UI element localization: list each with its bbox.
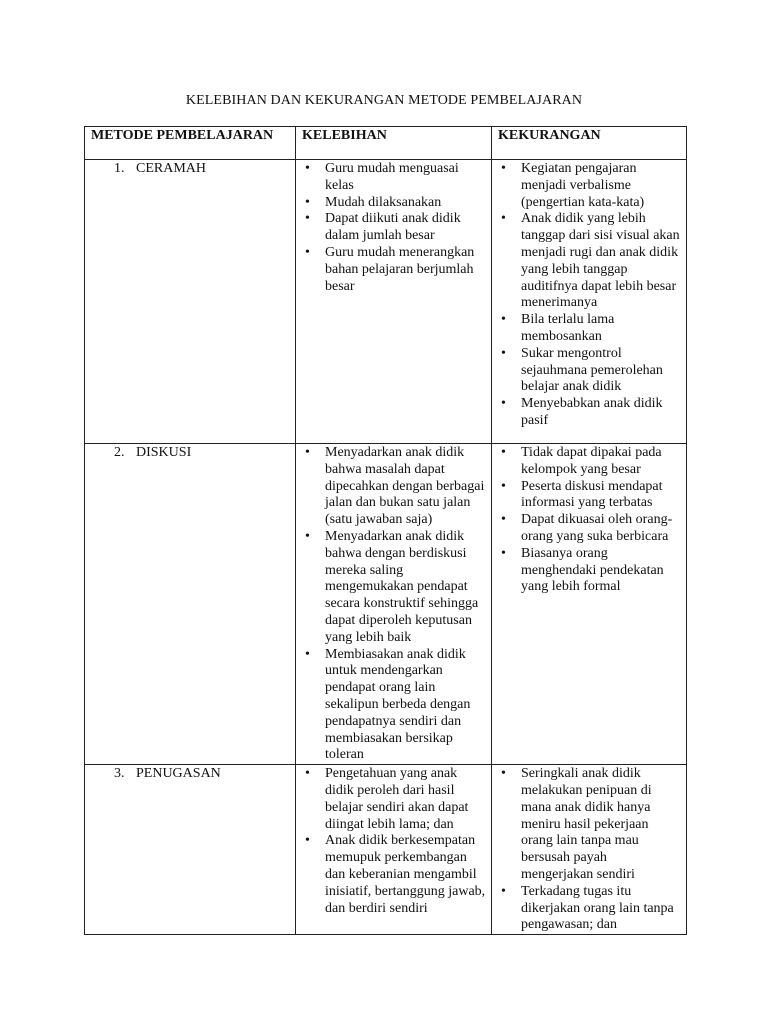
method-label — [85, 445, 295, 462]
list-item: • Sukar mengontrol sejauhmana pemerolehan belajar anak didik — [492, 346, 686, 396]
kekurangan-cell — [492, 765, 687, 935]
kelebihan-list — [296, 766, 491, 917]
list-item: • Terkadang tugas itu dikerjakan orang lain tanpa pengawasan; dan — [492, 884, 686, 934]
method-label — [85, 161, 295, 178]
kelebihan-cell — [296, 160, 492, 444]
kekurangan-list — [492, 445, 686, 596]
header-metode: METODE PEMBELAJARAN — [85, 127, 296, 160]
header-kelebihan: KELEBIHAN — [296, 127, 492, 160]
list-item: • Anak didik yang lebih tanggap dari sisi visual akan menjadi rugi dan anak didik yang lebih tanggap auditifnya dapat lebih besar menerimanya — [492, 211, 686, 312]
list-item: • Tidak dapat dipakai pada kelompok yang besar — [492, 445, 686, 479]
kelebihan-list — [296, 161, 491, 295]
list-item: • Dapat dikuasai oleh orang-orang yang suka berbicara — [492, 512, 686, 546]
list-item: • Dapat diikuti anak didik dalam jumlah besar — [296, 211, 491, 245]
list-item: • Peserta diskusi mendapat informasi yang terbatas — [492, 479, 686, 513]
table-row-diskusi — [85, 444, 687, 765]
table-header-row — [85, 127, 687, 160]
method-number: 3. — [114, 766, 125, 782]
list-item: • Menyebabkan anak didik pasif — [492, 396, 686, 430]
method-cell — [85, 765, 296, 935]
list-item: • Seringkali anak didik melakukan penipuan di mana anak didik hanya meniru hasil pekerjaan orang lain tanpa mau bersusah payah mengerjakan sendiri — [492, 766, 686, 884]
table-row-penugasan — [85, 765, 687, 935]
kekurangan-cell — [492, 160, 687, 444]
list-item: • Guru mudah menguasai kelas — [296, 161, 491, 195]
methods-table — [84, 126, 687, 935]
header-kekurangan: KEKURANGAN — [492, 127, 687, 160]
method-cell — [85, 444, 296, 765]
list-item: • Menyadarkan anak didik bahwa dengan berdiskusi mereka saling mengemukakan pendapat secara konstruktif sehingga dapat diperoleh keputusan yang lebih baik — [296, 529, 491, 647]
document-title: KELEBIHAN DAN KEKURANGAN METODE PEMBELAJARAN — [185, 93, 583, 108]
method-cell — [85, 160, 296, 444]
method-label — [85, 766, 295, 783]
method-number: 2. — [114, 445, 125, 460]
kelebihan-cell — [296, 765, 492, 935]
method-number: 1. — [114, 161, 125, 176]
list-item: • Bila terlalu lama membosankan — [492, 312, 686, 346]
kekurangan-list — [492, 161, 686, 430]
list-item: • Biasanya orang menghendaki pendekatan yang lebih formal — [492, 546, 686, 596]
list-item: • Kegiatan pengajaran menjadi verbalisme (pengertian kata-kata) — [492, 161, 686, 211]
method-name: CERAMAH — [136, 161, 207, 176]
list-item: • Pengetahuan yang anak didik peroleh dari hasil belajar sendiri akan dapat diingat lebih lama; dan — [296, 766, 491, 833]
list-item: • Anak didik berkesempatan memupuk perkembangan dan keberanian mengambil inisiatif, bertanggung jawab, dan berdiri sendiri — [296, 833, 491, 917]
method-name: DISKUSI — [136, 445, 192, 460]
list-item: • Membiasakan anak didik untuk mendengarkan pendapat orang lain sekalipun berbeda dengan pendapatnya sendiri dan membiasakan bersikap toleran — [296, 647, 491, 765]
kekurangan-cell — [492, 444, 687, 765]
kelebihan-list — [296, 445, 491, 764]
method-name: PENUGASAN — [136, 766, 221, 782]
table-row-ceramah — [85, 160, 687, 444]
kekurangan-list — [492, 766, 686, 934]
kelebihan-cell — [296, 444, 492, 765]
list-item: • Menyadarkan anak didik bahwa masalah dapat dipecahkan dengan berbagai jalan dan bukan satu jalan (satu jawaban saja) — [296, 445, 491, 529]
list-item: • Mudah dilaksanakan — [296, 195, 491, 212]
list-item: • Guru mudah menerangkan bahan pelajaran berjumlah besar — [296, 245, 491, 295]
